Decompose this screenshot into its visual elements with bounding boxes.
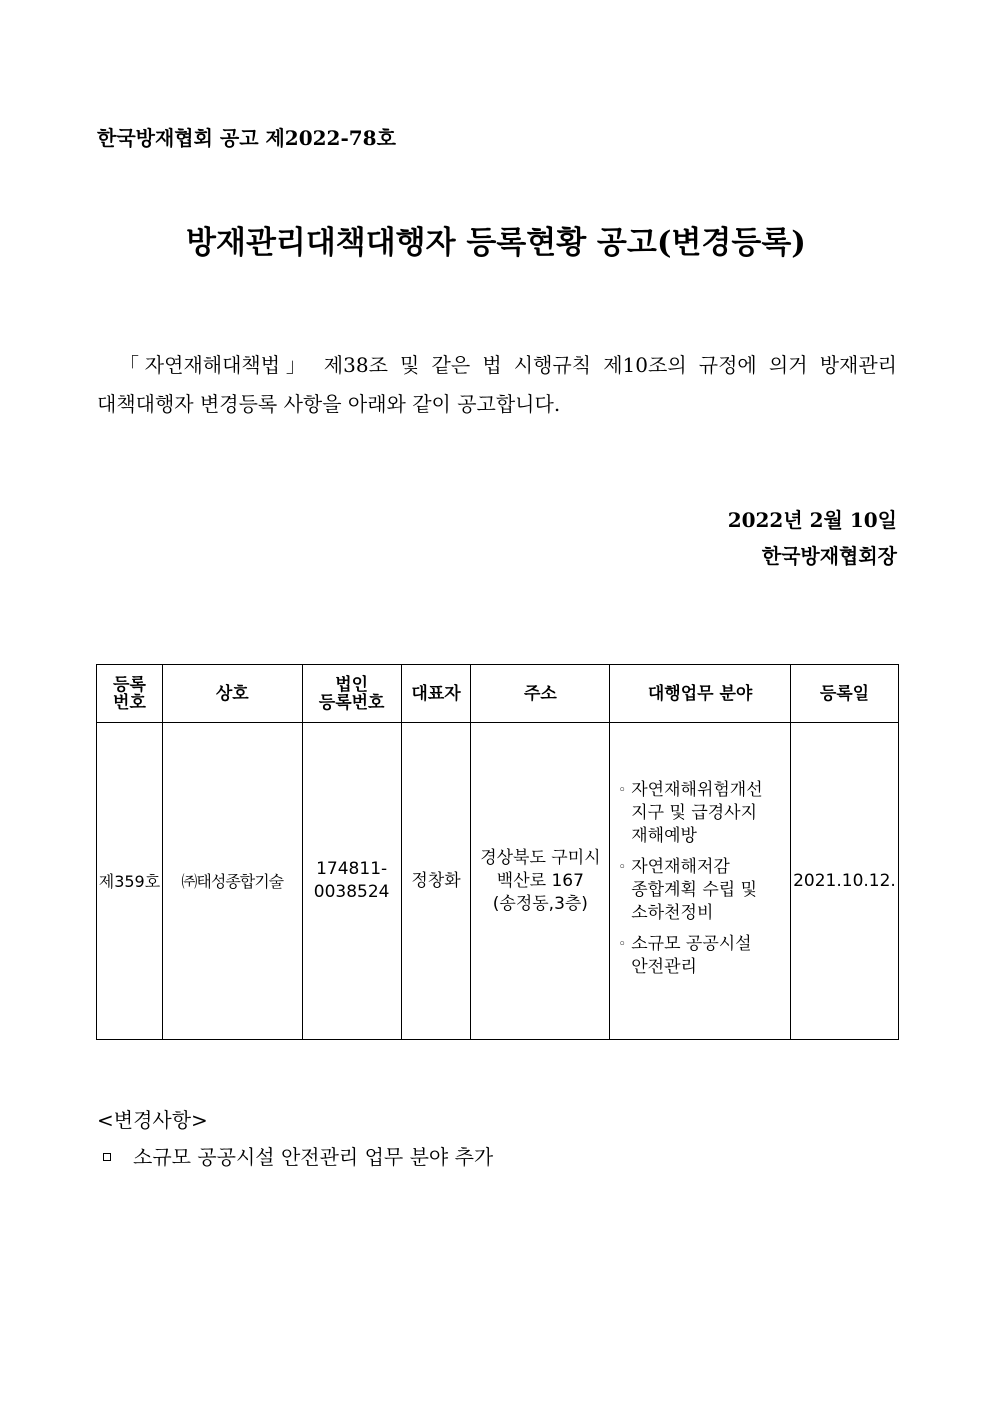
work-field-text: 자연재해저감 종합계획 수립 및 소하천정비 [631, 856, 758, 923]
bullet-icon: ◦ [618, 936, 626, 952]
header-company: 상호 [162, 665, 302, 723]
registration-table [96, 664, 899, 1040]
issuer-name: 한국방재협회장 [761, 544, 897, 568]
body-paragraph [97, 346, 897, 424]
document-title: 방재관리대책대행자 등록현황 공고(변경등록) [186, 225, 806, 261]
cell-corp-no: 174811- 0038524 [302, 723, 401, 1040]
notice-date: 2022년 2월 10일 [727, 508, 897, 532]
header-reg-no: 등록 번호 [97, 665, 163, 723]
table-header-row [97, 665, 899, 723]
header-address: 주소 [471, 665, 610, 723]
notice-number: 한국방재협회 공고 제2022-78호 [97, 126, 396, 150]
square-bullet-icon [103, 1153, 111, 1161]
bullet-icon: ◦ [618, 782, 626, 798]
cell-address: 경상북도 구미시 백산로 167 (송정동,3층) [471, 723, 610, 1040]
header-representative: 대표자 [401, 665, 471, 723]
changes-heading: <변경사항> [97, 1108, 208, 1132]
work-field-item [618, 779, 784, 848]
header-work-field: 대행업무 분야 [610, 665, 791, 723]
work-field-text: 자연재해위험개선 지구 및 급경사지 재해예방 [631, 779, 763, 846]
cell-representative: 정창화 [401, 723, 471, 1040]
cell-reg-no: 제359호 [97, 723, 163, 1040]
work-field-item [618, 933, 784, 979]
work-field-item [618, 856, 784, 925]
body-line-1: 「자연재해대책법」 제38조 및 같은 법 시행규칙 제10조의 규정에 의거 방재관리 [119, 353, 897, 377]
cell-reg-date: 2021.10.12. [790, 723, 898, 1040]
table-row [97, 723, 899, 1040]
cell-company: ㈜태성종합기술 [162, 723, 302, 1040]
change-item [97, 1141, 493, 1170]
header-reg-date: 등록일 [790, 665, 898, 723]
cell-work-fields [610, 723, 791, 1040]
work-field-text: 소규모 공공시설 안전관리 [631, 933, 752, 977]
body-line-2: 대책대행자 변경등록 사항을 아래와 같이 공고합니다. [97, 392, 561, 416]
bullet-icon: ◦ [618, 859, 626, 875]
signature-block [728, 502, 897, 574]
change-item-text: 소규모 공공시설 안전관리 업무 분야 추가 [133, 1145, 494, 1169]
header-corp-no: 법인 등록번호 [302, 665, 401, 723]
